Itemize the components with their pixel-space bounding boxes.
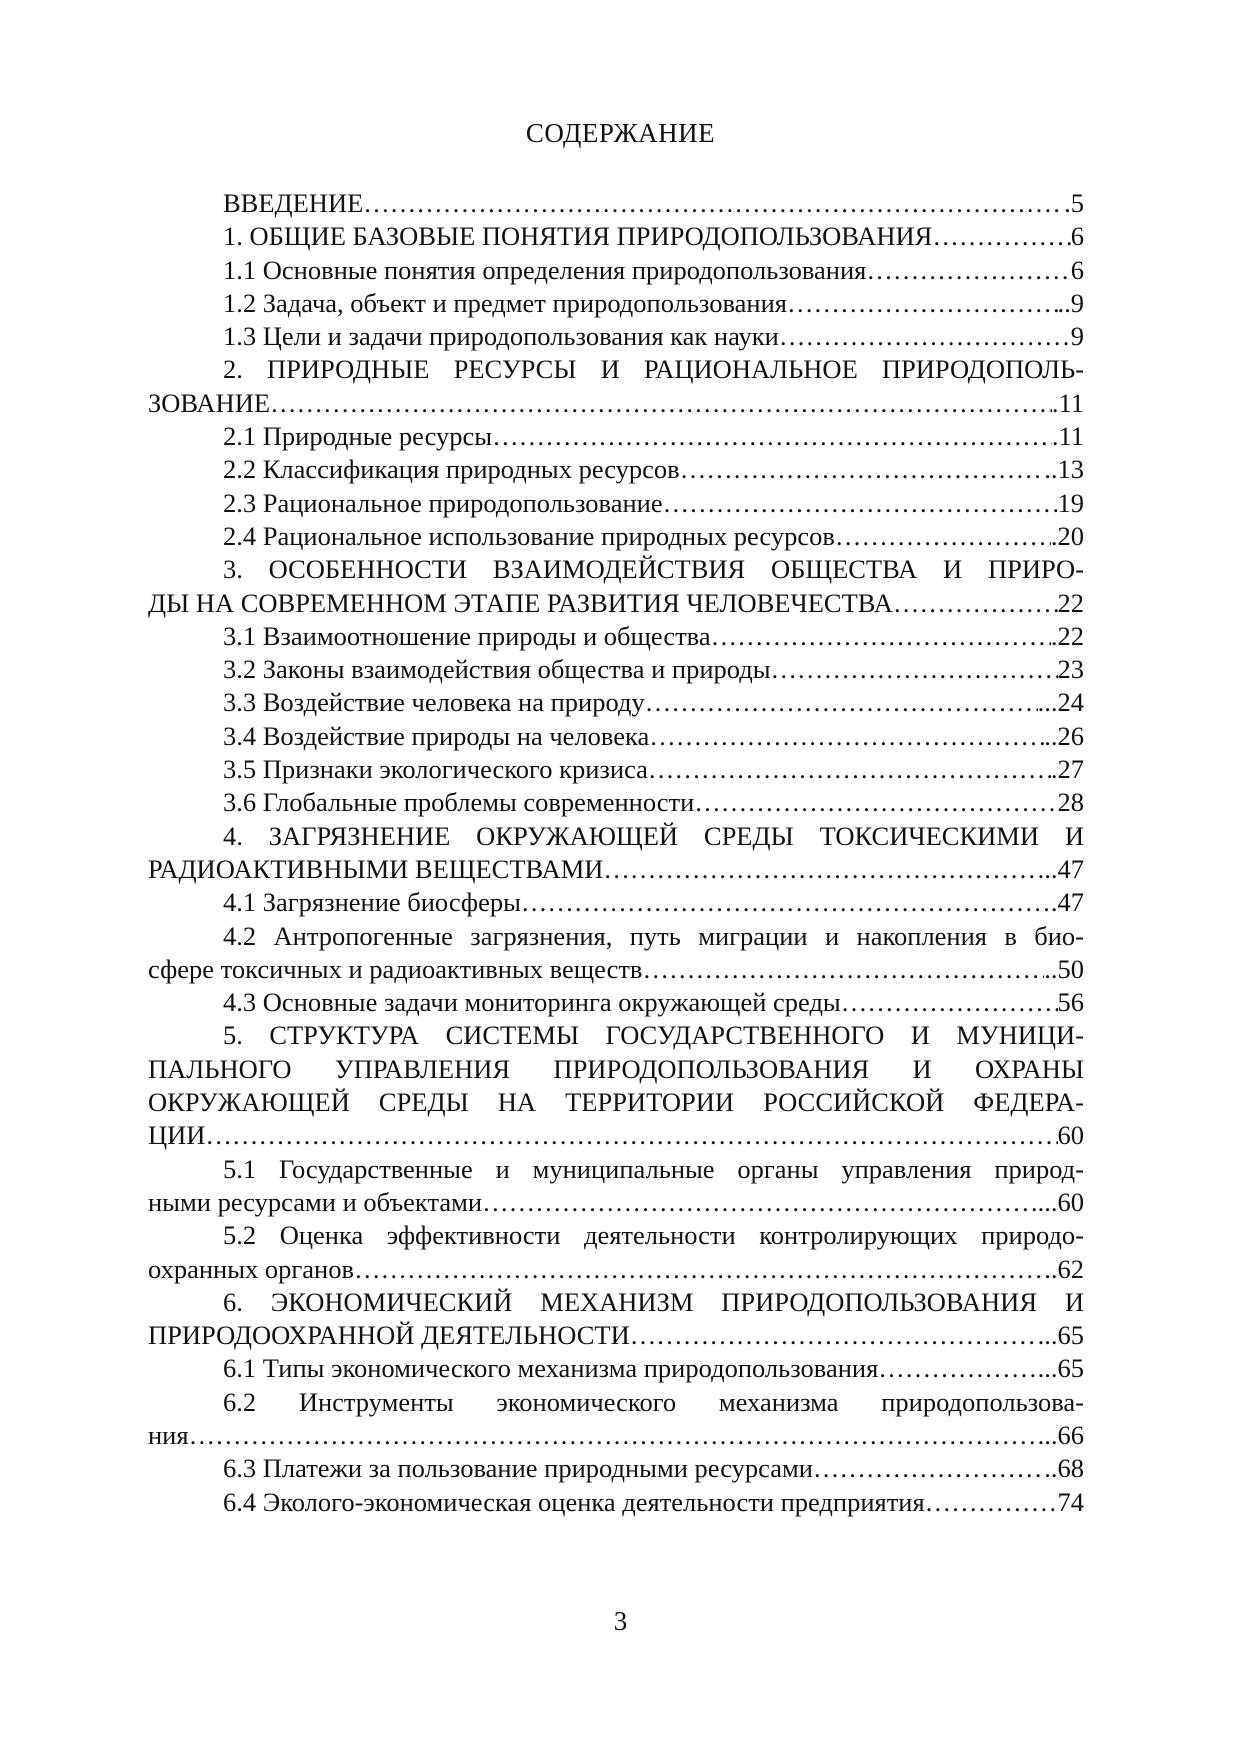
toc-entry-label: сфере токсичных и радиоактивных веществ bbox=[148, 953, 643, 984]
page-number: 3 bbox=[613, 1606, 628, 1636]
toc-entry-3-3[interactable] bbox=[148, 686, 1084, 719]
toc-entry-page: ..26 bbox=[1044, 720, 1084, 751]
toc-entry-6-4[interactable] bbox=[148, 1486, 1084, 1519]
toc-entry-label: ДЫ НА СОВРЕМЕННОМ ЭТАПЕ РАЗВИТИЯ ЧЕЛОВЕЧЕСТВА bbox=[148, 587, 893, 618]
toc-entry-3-2[interactable] bbox=[148, 653, 1084, 686]
toc-entry-label: 6.3 Платежи за пользование природными ресурсами bbox=[223, 1453, 813, 1484]
dot-leader bbox=[841, 986, 1058, 1019]
dot-leader bbox=[603, 853, 1037, 886]
dot-leader bbox=[205, 1119, 1057, 1152]
dot-leader bbox=[779, 320, 1071, 353]
toc-entry-label: 6.1 Типы экономического механизма природопользования bbox=[223, 1353, 879, 1384]
toc-entry-label: 4.3 Основные задачи мониторинга окружающей среды bbox=[223, 987, 841, 1018]
toc-entry-page: ...47 bbox=[1037, 853, 1084, 884]
dot-leader bbox=[771, 653, 1058, 686]
dot-leader bbox=[711, 620, 1051, 653]
toc-entry-page: 56 bbox=[1057, 987, 1084, 1018]
toc-entry-page: ..50 bbox=[1044, 953, 1084, 984]
dot-leader bbox=[787, 287, 1058, 320]
dot-leader bbox=[680, 453, 1045, 486]
toc-entry-line: 6.2 Инструменты экономического механизма природопользова- bbox=[223, 1386, 1084, 1417]
toc-entry-label: ЗОВАНИЕ bbox=[148, 387, 271, 418]
toc-entry-2-3[interactable] bbox=[148, 487, 1084, 520]
toc-entry-4-2[interactable] bbox=[148, 920, 1084, 987]
toc-entry-label: охранных органов bbox=[148, 1253, 354, 1284]
toc-entry-label: 2.2 Классификация природных ресурсов bbox=[223, 454, 680, 485]
toc-entry-label: 3.5 Признаки экологического кризиса bbox=[223, 754, 648, 785]
toc-entry-label: РАДИОАКТИВНЫМИ ВЕЩЕСТВАМИ bbox=[148, 853, 604, 884]
dot-leader bbox=[630, 1319, 1038, 1352]
dot-leader bbox=[645, 686, 1038, 719]
toc-entry-page: ...60 bbox=[1037, 1186, 1084, 1217]
toc-entry-label: ния bbox=[148, 1419, 189, 1450]
toc-entry-3-5[interactable] bbox=[148, 753, 1084, 786]
dot-leader bbox=[648, 753, 1051, 786]
toc-entry-label: 6.4 Эколого-экономическая оценка деятельности предприятия bbox=[223, 1486, 925, 1517]
toc-entry-label: 3.2 Законы взаимодействия общества и природы bbox=[223, 654, 771, 685]
toc-entry-3[interactable] bbox=[148, 553, 1084, 620]
toc-entry-page: .11 bbox=[1051, 421, 1084, 452]
toc-entry-3-4[interactable] bbox=[148, 720, 1084, 753]
dot-leader bbox=[925, 1486, 1058, 1519]
toc-entry-page: ..9 bbox=[1057, 287, 1084, 318]
dot-leader bbox=[878, 1352, 1037, 1385]
dot-leader bbox=[835, 520, 1051, 553]
toc-entry-page: .22 bbox=[1050, 620, 1084, 651]
toc-entry-line: 6. ЭКОНОМИЧЕСКИЙ МЕХАНИЗМ ПРИРОДОПОЛЬЗОВАНИЯ И bbox=[223, 1286, 1084, 1317]
table-of-contents bbox=[148, 187, 1084, 1519]
toc-entry-line: 2. ПРИРОДНЫЕ РЕСУРСЫ И РАЦИОНАЛЬНОЕ ПРИРОДОПОЛЬ- bbox=[223, 354, 1084, 385]
toc-entry-label: ПРИРОДООХРАННОЙ ДЕЯТЕЛЬНОСТИ bbox=[148, 1320, 630, 1351]
toc-entry-page: ...24 bbox=[1037, 687, 1084, 718]
toc-entry-line: 4. ЗАГРЯЗНЕНИЕ ОКРУЖАЮЩЕЙ СРЕДЫ ТОКСИЧЕСКИМИ И bbox=[223, 820, 1084, 851]
toc-entry-3-1[interactable] bbox=[148, 620, 1084, 653]
toc-entry-page: ...66 bbox=[1037, 1419, 1084, 1450]
toc-entry-page: 6 bbox=[1070, 221, 1084, 252]
toc-entry-label: 1.3 Цели и задачи природопользования как науки bbox=[223, 321, 779, 352]
toc-entry-4-1[interactable] bbox=[148, 886, 1084, 919]
toc-entry-page: 22 bbox=[1057, 587, 1084, 618]
dot-leader bbox=[270, 387, 1052, 420]
toc-entry-label: 2.1 Природные ресурсы bbox=[223, 421, 493, 452]
toc-entry-label: 3.1 Взаимоотношение природы и общества bbox=[223, 620, 711, 651]
toc-entry-page: ..13 bbox=[1044, 454, 1084, 485]
page-title: СОДЕРЖАНИЕ bbox=[525, 118, 716, 148]
toc-entry-6-1[interactable] bbox=[148, 1352, 1084, 1385]
toc-entry-page: .47 bbox=[1050, 887, 1084, 918]
dot-leader bbox=[189, 1419, 1038, 1452]
toc-entry-line: 5.2 Оценка эффективности деятельности контролирующих природо- bbox=[223, 1220, 1084, 1251]
toc-entry-page: .11 bbox=[1051, 387, 1084, 418]
toc-entry-page: .20 bbox=[1050, 520, 1084, 551]
dot-leader bbox=[932, 220, 1070, 253]
toc-entry-label: 1.1 Основные понятия определения природопользования bbox=[223, 254, 867, 285]
toc-entry-page: 74 bbox=[1057, 1486, 1084, 1517]
toc-entry-page: 6 bbox=[1070, 254, 1084, 285]
toc-entry-label: 2.4 Рациональное использование природных ресурсов bbox=[223, 520, 835, 551]
toc-entry-4[interactable] bbox=[148, 820, 1084, 887]
toc-entry-1-3[interactable] bbox=[148, 320, 1084, 353]
dot-leader bbox=[694, 786, 1057, 819]
toc-entry-page: 19 bbox=[1057, 487, 1084, 518]
toc-entry-3-6[interactable] bbox=[148, 786, 1084, 819]
toc-entry-label: 3.3 Воздействие человека на природу bbox=[223, 687, 645, 718]
toc-entry-1-1[interactable] bbox=[148, 254, 1084, 287]
dot-leader bbox=[649, 720, 1044, 753]
toc-entry-6-3[interactable] bbox=[148, 1452, 1084, 1485]
toc-entry-label: ными ресурсами и объектами bbox=[148, 1186, 483, 1217]
toc-entry-6[interactable] bbox=[148, 1286, 1084, 1353]
toc-entry-line: ОКРУЖАЮЩЕЙ СРЕДЫ НА ТЕРРИТОРИИ РОССИЙСКОЙ ФЕДЕРА- bbox=[148, 1087, 1084, 1118]
toc-entry-4-3[interactable] bbox=[148, 986, 1084, 1019]
toc-entry-page: ..68 bbox=[1044, 1453, 1084, 1484]
toc-entry-5[interactable] bbox=[148, 1019, 1084, 1152]
dot-leader bbox=[663, 487, 1058, 520]
toc-entry-page: 23 bbox=[1057, 654, 1084, 685]
toc-entry-line: 4.2 Антропогенные загрязнения, путь миграции и накопления в био- bbox=[223, 920, 1084, 951]
toc-entry-2-2[interactable] bbox=[148, 453, 1084, 486]
toc-entry-label: 1.2 Задача, объект и предмет природопользования bbox=[223, 287, 787, 318]
toc-entry-label: 2.3 Рациональное природопользование bbox=[223, 487, 663, 518]
dot-leader bbox=[354, 1253, 1044, 1286]
toc-entry-2[interactable] bbox=[148, 353, 1084, 420]
toc-entry-page: ...65 bbox=[1037, 1320, 1084, 1351]
toc-entry-intro[interactable] bbox=[148, 187, 1084, 220]
dot-leader bbox=[492, 420, 1052, 453]
toc-entry-page: ...65 bbox=[1037, 1353, 1084, 1384]
toc-entry-2-1[interactable] bbox=[148, 420, 1084, 453]
toc-entry-label: 4.1 Загрязнение биосферы bbox=[223, 887, 521, 918]
toc-entry-label: 3.6 Глобальные проблемы современности bbox=[223, 787, 695, 818]
dot-leader bbox=[363, 187, 1064, 220]
dot-leader bbox=[893, 587, 1058, 620]
dot-leader bbox=[482, 1186, 1038, 1219]
toc-entry-page: ..62 bbox=[1044, 1253, 1084, 1284]
toc-entry-page: 9 bbox=[1070, 321, 1084, 352]
toc-entry-line: ПАЛЬНОГО УПРАВЛЕНИЯ ПРИРОДОПОЛЬЗОВАНИЯ И ОХРАНЫ bbox=[148, 1053, 1084, 1084]
toc-entry-line: 3. ОСОБЕННОСТИ ВЗАИМОДЕЙСТВИЯ ОБЩЕСТВА И ПРИРО- bbox=[223, 554, 1084, 585]
toc-entry-1[interactable] bbox=[148, 220, 1084, 253]
toc-entry-page: 60 bbox=[1057, 1120, 1084, 1151]
toc-entry-page: .5 bbox=[1064, 188, 1084, 218]
dot-leader bbox=[642, 953, 1044, 986]
toc-entry-5-2[interactable] bbox=[148, 1219, 1084, 1286]
toc-entry-line: 5.1 Государственные и муниципальные органы управления природ- bbox=[223, 1153, 1084, 1184]
toc-entry-page: .27 bbox=[1050, 754, 1084, 785]
dot-leader bbox=[521, 886, 1051, 919]
toc-entry-label: 1. ОБЩИЕ БАЗОВЫЕ ПОНЯТИЯ ПРИРОДОПОЛЬЗОВАНИЯ bbox=[223, 221, 933, 252]
toc-entry-2-4[interactable] bbox=[148, 520, 1084, 553]
toc-entry-page: 28 bbox=[1057, 787, 1084, 818]
toc-entry-5-1[interactable] bbox=[148, 1153, 1084, 1220]
toc-entry-label: 3.4 Воздействие природы на человека bbox=[223, 720, 650, 751]
dot-leader bbox=[866, 254, 1070, 287]
dot-leader bbox=[813, 1452, 1044, 1485]
toc-entry-label: ВВЕДЕНИЕ bbox=[223, 188, 364, 218]
toc-entry-1-2[interactable] bbox=[148, 287, 1084, 320]
toc-entry-6-2[interactable] bbox=[148, 1386, 1084, 1453]
toc-entry-label: ЦИИ bbox=[148, 1120, 206, 1151]
toc-entry-line: 5. СТРУКТУРА СИСТЕМЫ ГОСУДАРСТВЕННОГО И МУНИЦИ- bbox=[223, 1020, 1084, 1051]
